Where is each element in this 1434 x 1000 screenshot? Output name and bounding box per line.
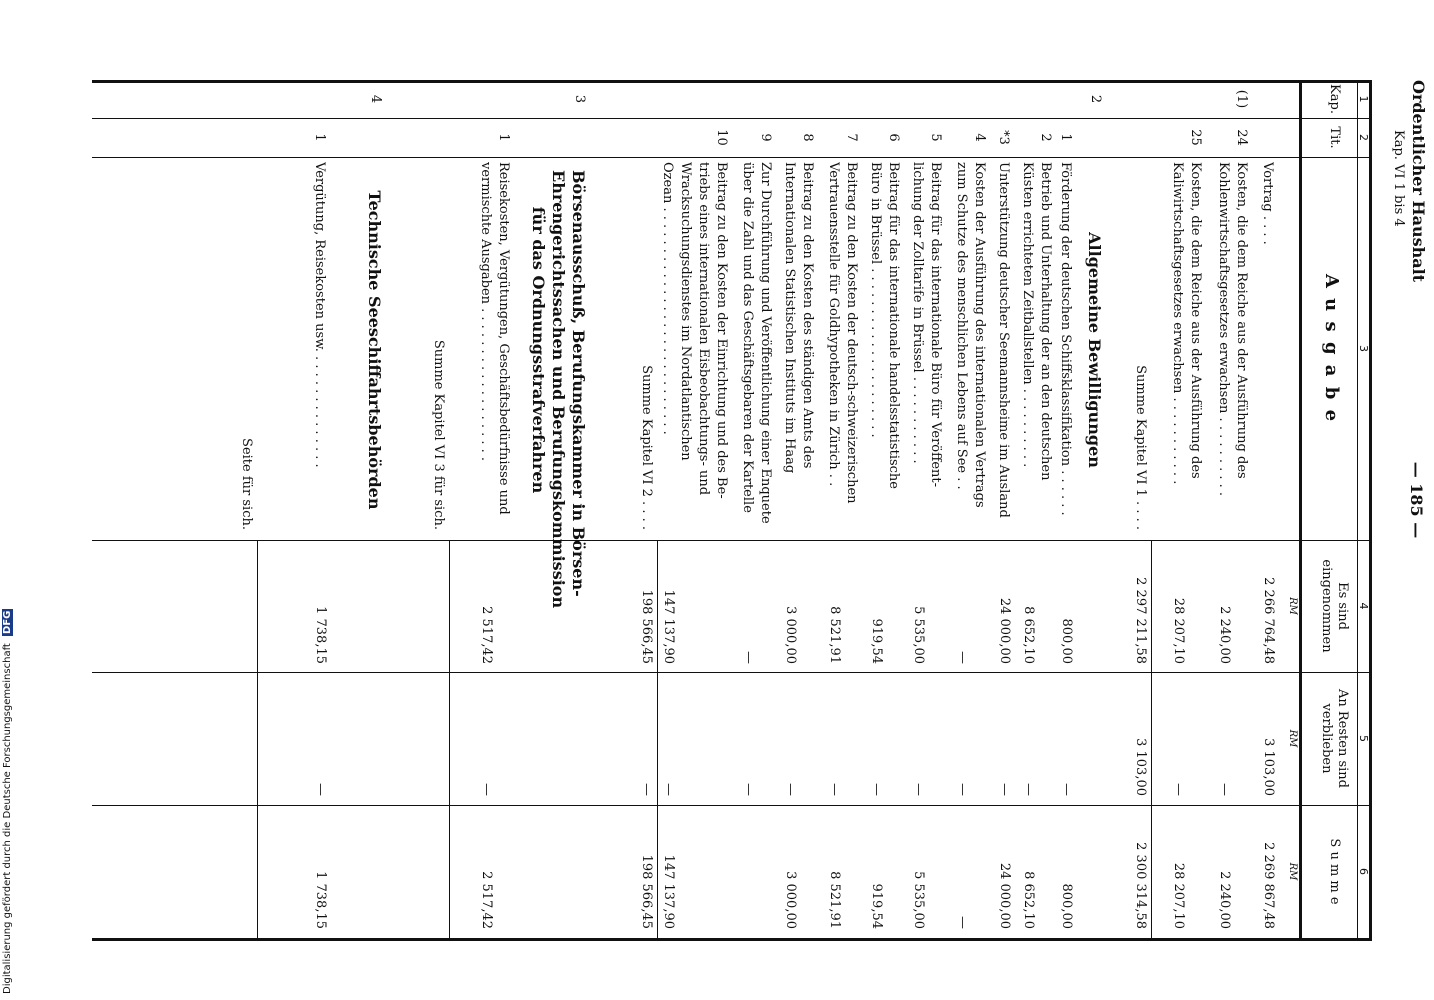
cell-eingenommen: 800,00	[1059, 618, 1074, 664]
cell-text: Beitrag zu den Kosten der Einrichtung und des Be-	[714, 162, 729, 499]
cell-eingenommen: 3 000,00	[783, 606, 798, 664]
cell-tit: 2	[1038, 133, 1053, 142]
cell-eingenommen: 24 000,00	[997, 597, 1012, 664]
cell-eingenommen: 8 652,10	[1021, 606, 1036, 664]
cell-summe: 8 521,91	[827, 871, 842, 929]
page-header-subtitle: Kap. VI 1 bis 4	[1391, 130, 1406, 227]
sum-label: Seite für sich.	[239, 438, 254, 530]
cell-summe: 147 137,90	[661, 854, 676, 929]
sum-rule	[449, 540, 450, 938]
cell-eingenommen: 2 266 764,48	[1261, 577, 1276, 664]
cell-eingenommen: 198 566,45	[639, 589, 654, 664]
header-eingenommen: Es sind eingenommen	[1318, 559, 1350, 653]
right-frame	[92, 938, 1372, 941]
section-heading: Börsenausschuß, Berufungskammer in Börsen-	[569, 170, 588, 597]
cell-text: Vertrauensstelle für Goldhypotheken in Zürich . .	[826, 162, 841, 487]
cell-text: Reisekosten, Vergütungen, Geschäftsbedürfnisse und	[496, 162, 511, 515]
cell-reste: —	[1171, 783, 1186, 796]
cell-tit: 10	[714, 129, 729, 146]
cell-text: vermischte Ausgaben . . . . . . . . . . . . . . . . . . .	[478, 162, 493, 462]
header-bottom-rule	[1299, 80, 1302, 940]
cell-text: Internationalen Statistischen Instituts im Haag	[782, 162, 797, 474]
cell-reste: —	[479, 783, 494, 796]
kap-col-line	[92, 118, 1372, 119]
cell-reste: —	[639, 783, 654, 796]
section-heading: Ehrengerichtssachen und Berufungskommission	[549, 170, 568, 609]
cell-reste: —	[1021, 783, 1036, 796]
cell-text: Beitrag zu den Kosten des ständigen Amts des	[800, 162, 815, 469]
cell-summe: 800,00	[1059, 883, 1074, 929]
sum-label: Summe Kapitel VI 2 . . . .	[639, 365, 654, 530]
cell-text: Beitrag für das internationale handelsstatistische	[886, 162, 901, 489]
dfg-logo: DFG	[2, 610, 13, 634]
cell-summe: 1 738,15	[313, 871, 328, 929]
cell-text: Beitrag zu den Kosten der deutsch-schweizerischen	[844, 162, 859, 504]
cell-text: Kosten, die dem Reiche aus der Ausführung des	[1234, 162, 1249, 479]
tit-col-line	[92, 157, 1372, 158]
cell-tit: 1	[496, 133, 511, 142]
page-number: — 185 —	[1407, 461, 1426, 539]
unit-col6: RM	[1287, 862, 1298, 881]
cell-kap: 3	[572, 94, 587, 104]
header-tit: Tit.	[1327, 126, 1342, 149]
cell-tit: 5	[928, 133, 943, 142]
colnum-2: 2	[1357, 134, 1370, 141]
cell-text: Kosten der Ausführung des internationalen Vertrags	[972, 162, 987, 508]
col4-line	[92, 672, 1372, 673]
cell-text: Kaliwirtschaftsgesetzes erwachsen . . . . . . . . . . .	[1170, 162, 1185, 485]
unit-col4: RM	[1287, 597, 1298, 615]
cell-eingenommen: 147 137,90	[661, 589, 676, 664]
cell-summe: 5 535,00	[911, 871, 926, 929]
cell-summe: 2 300 314,58	[1133, 842, 1148, 929]
cell-reste: —	[741, 783, 756, 796]
cell-eingenommen: 8 521,91	[827, 606, 842, 664]
cell-kap: 4	[368, 94, 383, 104]
cell-eingenommen: —	[741, 651, 756, 664]
cell-summe: 919,54	[869, 883, 884, 929]
cell-text: Förderung der deutschen Schiffsklassifikation . . . . . .	[1058, 162, 1073, 516]
cell-reste: —	[911, 783, 926, 796]
header-summe: S u m m e	[1327, 838, 1342, 905]
cell-text: Kosten, die dem Reiche aus der Ausführung des	[1188, 162, 1203, 479]
cell-summe: 2 517,42	[479, 871, 494, 929]
cell-summe: 8 652,10	[1021, 871, 1036, 929]
cell-tit: 7	[844, 133, 859, 142]
section-heading: Allgemeine Bewilligungen	[1085, 232, 1104, 468]
cell-summe: 2 269 867,48	[1261, 842, 1276, 929]
cell-tit: 25	[1188, 129, 1203, 146]
cell-reste: —	[997, 783, 1012, 796]
sum-label: Summe Kapitel VI 3 für sich.	[431, 339, 446, 530]
colnum-1: 1	[1357, 95, 1370, 103]
cell-summe: 198 566,45	[639, 854, 654, 929]
page-header-title: Ordentlicher Haushalt	[1409, 80, 1428, 283]
sum-rule	[1151, 540, 1152, 938]
cell-text: Unterstützung deutscher Seemannsheime im Ausland	[996, 162, 1011, 518]
cell-tit: 9	[758, 133, 773, 142]
footer-text: Digitalisierung gefördert durch die Deutsche Forschungsgemeinschaft	[2, 643, 13, 994]
cell-tit: 1	[312, 133, 327, 142]
cell-reste: —	[783, 783, 798, 796]
cell-text: Küsten errichteten Zeitballstellen . . . . . . . . . .	[1020, 162, 1035, 468]
cell-tit: 4	[972, 133, 987, 142]
cell-reste: —	[1217, 783, 1232, 796]
cell-tit: 24	[1234, 129, 1249, 146]
colnum-3: 3	[1357, 345, 1370, 352]
cell-summe: 3 000,00	[783, 871, 798, 929]
cell-eingenommen: 28 207,10	[1171, 597, 1186, 664]
cell-eingenommen: 2 297 211,58	[1133, 577, 1148, 664]
section-heading: Technische Seeschiffahrtsbehörden	[365, 190, 384, 510]
colnum-6: 6	[1357, 868, 1370, 875]
cell-eingenommen: 919,54	[869, 618, 884, 664]
cell-reste: —	[869, 783, 884, 796]
cell-text: Kohlenwirtschaftsgesetzes erwachsen . . . . . . . . . .	[1216, 162, 1231, 497]
cell-text: Vergütung, Reisekosten usw. . . . . . . . . . . . . . .	[312, 162, 327, 468]
header-reste: An Resten sind verblieben	[1318, 689, 1350, 788]
cell-eingenommen: —	[955, 651, 970, 664]
cell-text: lichung der Zolltarife in Brüssel . . . . . . . . . . .	[910, 162, 925, 464]
cell-text: Wracksuchungsdienstes im Nordatlantischen	[678, 162, 693, 461]
colnum-5: 5	[1357, 735, 1370, 742]
cell-tit: *3	[996, 130, 1011, 145]
cell-text: über die Zahl und das Geschäftsgebaren der Kartelle	[740, 162, 755, 513]
cell-kap: 2	[1088, 94, 1103, 104]
cell-text: Vortrag . . . .	[1260, 162, 1275, 245]
sum-rule	[257, 540, 258, 938]
sum-rule	[657, 540, 658, 938]
left-frame	[92, 80, 1372, 83]
col5-line	[92, 805, 1372, 806]
sum-label: Summe Kapitel VI 1 . . . .	[1133, 365, 1148, 530]
cell-eingenommen: 2 240,00	[1217, 606, 1232, 664]
cell-reste: —	[827, 783, 842, 796]
cell-summe: 2 240,00	[1217, 871, 1232, 929]
cell-reste: —	[313, 783, 328, 796]
cell-text: triebs eines internationalen Eisbeobachtungs- und	[696, 162, 711, 496]
cell-text: Ozean . . . . . . . . . . . . . . . . . . . . . . . . . . . .	[660, 162, 675, 435]
cell-eingenommen: 2 517,42	[479, 606, 494, 664]
cell-eingenommen: 5 535,00	[911, 606, 926, 664]
cell-text: zum Schutze des menschlichen Lebens auf See . .	[954, 162, 969, 490]
cell-kap: (1)	[1234, 89, 1249, 109]
cell-summe: —	[955, 916, 970, 929]
cell-reste: 3 103,00	[1133, 738, 1148, 796]
cell-reste: —	[1059, 783, 1074, 796]
section-heading: für das Ordnungsstrafverfahren	[529, 206, 548, 494]
cell-reste: 3 103,00	[1261, 738, 1276, 796]
cell-summe: 24 000,00	[997, 862, 1012, 929]
cell-reste: —	[661, 783, 676, 796]
cell-tit: 8	[800, 133, 815, 142]
cell-tit: 1	[1058, 133, 1073, 142]
cell-reste: —	[955, 783, 970, 796]
cell-text: Zur Durchführung und Veröffentlichung einer Enquete	[758, 162, 773, 524]
header-ausgabe: A u s g a b e	[1321, 273, 1342, 424]
colnum-4: 4	[1357, 602, 1370, 610]
cell-text: Büro in Brüssel . . . . . . . . . . . . . . . . . . . . .	[868, 162, 883, 438]
text-col-line	[92, 540, 1372, 541]
cell-summe: 28 207,10	[1171, 862, 1186, 929]
cell-text: Beitrag für das internationale Büro für Veröffent-	[928, 162, 943, 488]
unit-col5: RM	[1287, 729, 1298, 748]
cell-text: Betrieb und Unterhaltung der an den deutschen	[1038, 162, 1053, 481]
header-kap: Kap.	[1327, 84, 1342, 114]
cell-eingenommen: 1 738,15	[313, 606, 328, 664]
cell-tit: 6	[886, 133, 901, 142]
